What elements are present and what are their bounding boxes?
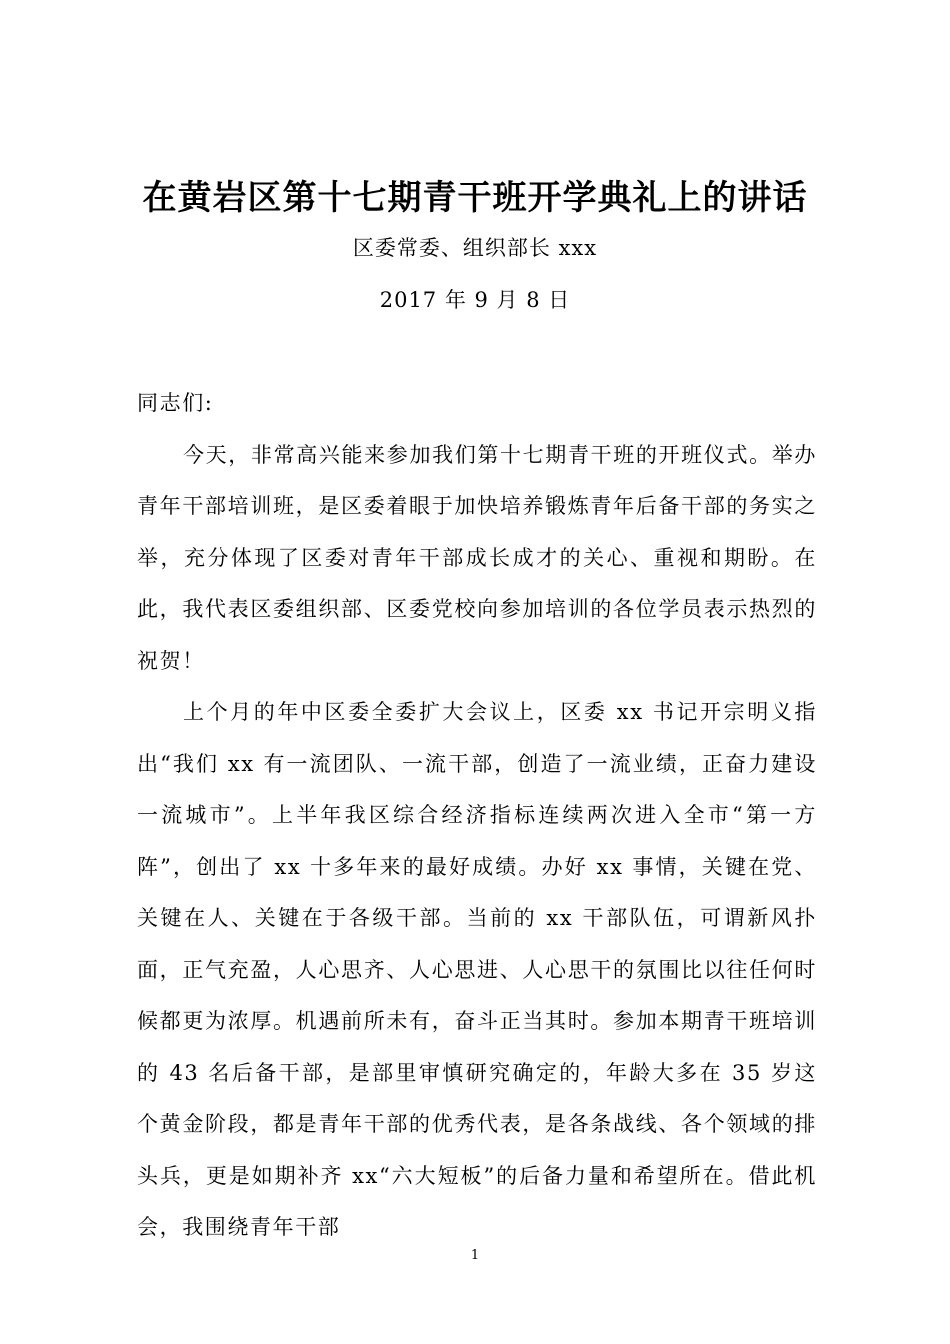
salutation: 同志们: <box>137 391 214 415</box>
paragraph: 上个月的年中区委全委扩大会议上，区委 xx 书记开宗明义指出“我们 xx 有一流团队、一流干部，创造了一流业绩，正奋力建设一流城市”。上半年我区综合经济指标连续两次进入全市“第一方阵”，创出了 xx 十多年来的最好成绩。办好 xx 事情，关键在党、关键在人、关键在于各级干部。当前的 xx 干部队伍，可谓新风扑面，正气充盈，人心思齐、人心思进、人心思干的氛围比以往任何时候都更为浓厚。机遇前所未有，奋斗正当其时。参加本期青干班培训的 43 名后备干部，是部里审慎研究确定的，年龄大多在 35 岁这个黄金阶段，都是青年干部的优秀代表，是各条战线、各个领域的排头兵，更是如期补齐 xx“六大短板”的后备力量和希望所在。借此机会，我围绕青年干部 <box>137 700 817 1239</box>
author-line: 区委常委、组织部长 xxx <box>352 236 598 260</box>
document-body <box>137 378 817 1254</box>
date-line: 2017 年 9 月 8 日 <box>379 288 571 312</box>
paragraph: 今天，非常高兴能来参加我们第十七期青干班的开班仪式。举办青年干部培训班，是区委着眼于加快培养锻炼青年后备干部的务实之举，充分体现了区委对青年干部成长成才的关心、重视和期盼。在此，我代表区委组织部、区委党校向参加培训的各位学员表示热烈的祝贺！ <box>137 442 817 673</box>
page-number: 1 <box>470 1248 480 1263</box>
document-title: 在黄岩区第十七期青干班开学典礼上的讲话 <box>142 178 808 218</box>
